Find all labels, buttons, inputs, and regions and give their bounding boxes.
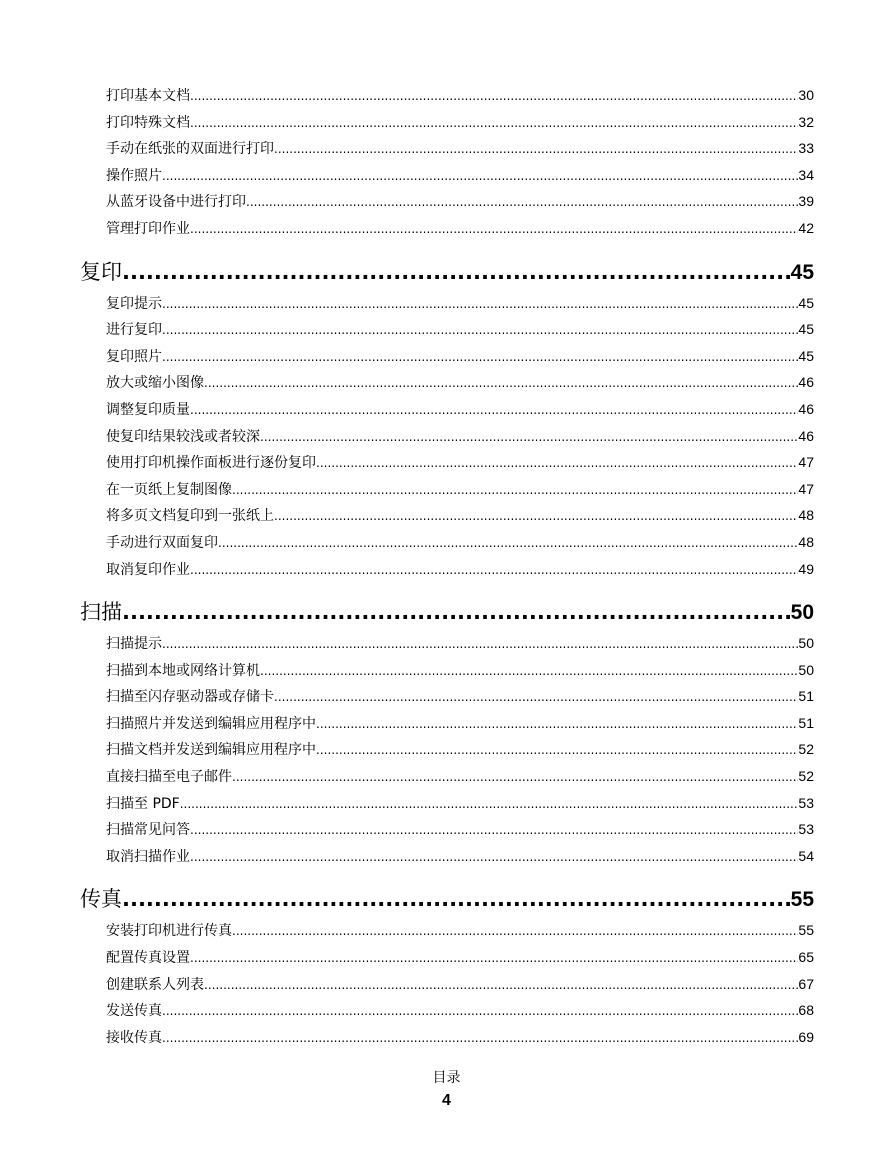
toc-entry-title: 扫描常见问答 <box>106 822 190 839</box>
dot-leader <box>190 557 798 583</box>
toc-entry-page: 34 <box>798 166 814 183</box>
dot-leader <box>190 397 798 423</box>
toc-entry-page: 53 <box>798 821 814 838</box>
toc-entry-page: 69 <box>798 1028 814 1045</box>
toc-entry[interactable] <box>106 529 814 556</box>
toc-entry-page: 52 <box>798 768 814 785</box>
toc-entry[interactable] <box>106 736 814 763</box>
dot-leader <box>162 344 798 370</box>
dot-leader <box>122 256 791 288</box>
toc-entry[interactable] <box>106 82 814 109</box>
toc-entry-page: 45 <box>798 321 814 338</box>
toc-entry-page: 50 <box>798 635 814 652</box>
toc-entry-title: 创建联系人列表 <box>106 976 204 993</box>
toc-entry[interactable] <box>106 162 814 189</box>
toc-entry-title: 取消复印作业 <box>106 561 190 578</box>
toc-entry-title: 手动进行双面复印 <box>106 534 218 551</box>
toc-entry-page: 46 <box>798 400 814 417</box>
toc-section-heading-page: 45 <box>790 260 814 284</box>
toc-entry-title: 将多页文档复印到一张纸上 <box>106 508 274 525</box>
toc-section-heading-page: 55 <box>790 888 814 912</box>
footer-page-number: 4 <box>442 1092 451 1109</box>
toc-entry[interactable] <box>106 816 814 843</box>
toc-entry-page: 55 <box>798 922 814 939</box>
toc-entry-title: 打印特殊文档 <box>106 114 190 131</box>
toc-entry-page: 45 <box>798 347 814 364</box>
toc-entry-title: 安装打印机进行传真 <box>106 923 232 940</box>
dot-leader <box>122 883 791 915</box>
toc-entry[interactable] <box>106 843 814 870</box>
dot-leader <box>190 216 798 242</box>
dot-leader <box>190 844 798 870</box>
toc-entry[interactable] <box>106 396 814 423</box>
toc-entry-page: 45 <box>798 294 814 311</box>
toc-entry-page: 48 <box>798 507 814 524</box>
toc-entry-title: 手动在纸张的双面进行打印 <box>106 141 274 158</box>
dot-leader <box>260 658 798 684</box>
toc-entry[interactable] <box>106 135 814 162</box>
toc-entry[interactable] <box>106 710 814 737</box>
dot-leader <box>232 764 798 790</box>
toc-entry-title: 发送传真 <box>106 1003 162 1020</box>
toc-entry[interactable] <box>106 188 814 215</box>
toc-entry-title: 操作照片 <box>106 167 162 184</box>
toc-entry[interactable] <box>106 1024 814 1051</box>
dot-leader <box>122 596 791 628</box>
toc-entry-title: 打印基本文档 <box>106 88 190 104</box>
toc-entry[interactable] <box>106 423 814 450</box>
toc-entry[interactable] <box>106 502 814 529</box>
dot-leader <box>162 317 798 343</box>
toc-entry[interactable] <box>106 917 814 944</box>
dot-leader <box>204 370 798 396</box>
toc-section-heading[interactable] <box>80 883 814 915</box>
toc-entry-title: 接收传真 <box>106 1029 162 1046</box>
toc-entry-page: 50 <box>798 661 814 678</box>
toc-entry-page: 33 <box>798 140 814 157</box>
dot-leader <box>180 791 799 817</box>
toc-section-heading-title: 复印 <box>80 259 122 284</box>
dot-leader <box>218 530 798 556</box>
dot-leader <box>190 110 798 136</box>
toc-entry-title: 放大或缩小图像 <box>106 375 204 392</box>
toc-entry-title: 复印照片 <box>106 348 162 365</box>
toc-entry-page: 32 <box>798 113 814 130</box>
toc-entry-title: 使用打印机操作面板进行逐份复印 <box>106 455 316 472</box>
toc-entry-title: 复印提示 <box>106 295 162 312</box>
toc-entry-page: 47 <box>798 454 814 471</box>
toc-entry[interactable] <box>106 369 814 396</box>
dot-leader <box>316 711 798 737</box>
toc-entry-page: 53 <box>798 794 814 811</box>
dot-leader <box>316 737 798 763</box>
toc-entry[interactable] <box>106 316 814 343</box>
dot-leader <box>316 450 798 476</box>
toc-section-heading[interactable] <box>80 596 814 628</box>
toc-entry-page: 68 <box>798 1002 814 1019</box>
toc-entry-title: 直接扫描至电子邮件 <box>106 769 232 786</box>
toc-entry-title: 扫描到本地或网络计算机 <box>106 662 260 679</box>
dot-leader <box>162 1025 798 1051</box>
toc-entry-page: 47 <box>798 480 814 497</box>
table-of-contents <box>0 82 893 1050</box>
toc-entry-page: 30 <box>798 87 814 103</box>
toc-entry-title: 配置传真设置 <box>106 950 190 967</box>
toc-entry[interactable] <box>106 657 814 684</box>
toc-entry-page: 39 <box>798 193 814 210</box>
toc-entry-title: 扫描文档并发送到编辑应用程序中 <box>106 742 316 759</box>
dot-leader <box>260 424 798 450</box>
toc-entry[interactable] <box>106 630 814 657</box>
toc-entry-title: 扫描至 PDF <box>106 795 180 812</box>
toc-entry[interactable] <box>106 790 814 817</box>
toc-entry-page: 42 <box>798 219 814 236</box>
dot-leader <box>190 817 798 843</box>
toc-entry-title: 在一页纸上复制图像 <box>106 481 232 498</box>
toc-entry[interactable] <box>106 944 814 971</box>
toc-entry-page: 65 <box>798 949 814 966</box>
toc-entry[interactable] <box>106 997 814 1024</box>
dot-leader <box>232 918 798 944</box>
toc-entry-title: 使复印结果较浅或者较深 <box>106 428 260 445</box>
dot-leader <box>232 477 798 503</box>
toc-entry-page: 49 <box>798 560 814 577</box>
toc-entry-page: 51 <box>798 714 814 731</box>
toc-entry[interactable] <box>106 556 814 583</box>
toc-entry[interactable] <box>106 683 814 710</box>
toc-entry[interactable] <box>106 971 814 998</box>
dot-leader <box>274 684 798 710</box>
toc-entry-title: 管理打印作业 <box>106 220 190 237</box>
toc-section-heading-title: 扫描 <box>80 600 122 625</box>
toc-entry-page: 46 <box>798 374 814 391</box>
dot-leader <box>190 945 798 971</box>
toc-entry-title: 扫描照片并发送到编辑应用程序中 <box>106 715 316 732</box>
toc-entry[interactable] <box>106 215 814 242</box>
dot-leader <box>190 83 798 109</box>
toc-section-heading-page: 50 <box>790 601 814 625</box>
toc-entry[interactable] <box>106 449 814 476</box>
toc-entry-page: 46 <box>798 427 814 444</box>
toc-section-heading-title: 传真 <box>80 887 122 912</box>
toc-entry-title: 扫描提示 <box>106 636 162 653</box>
dot-leader <box>204 972 798 998</box>
toc-entry[interactable] <box>106 343 814 370</box>
toc-entry[interactable] <box>106 476 814 503</box>
dot-leader <box>274 136 798 162</box>
dot-leader <box>162 998 798 1024</box>
toc-entry-title: 进行复印 <box>106 322 162 339</box>
toc-entry-title: 取消扫描作业 <box>106 848 190 865</box>
toc-entry-title: 从蓝牙设备中进行打印 <box>106 194 246 211</box>
toc-section-heading[interactable] <box>80 256 814 288</box>
dot-leader <box>246 189 798 215</box>
dot-leader <box>162 631 798 657</box>
toc-entry[interactable] <box>106 763 814 790</box>
toc-entry-page: 52 <box>798 741 814 758</box>
toc-entry[interactable] <box>106 290 814 317</box>
dot-leader <box>274 503 798 529</box>
toc-entry-page: 51 <box>798 688 814 705</box>
footer-label: 目录 <box>432 1070 461 1086</box>
dot-leader <box>162 291 798 317</box>
toc-entry-title: 调整复印质量 <box>106 401 190 418</box>
toc-entry-page: 54 <box>798 847 814 864</box>
toc-entry-title: 扫描至闪存驱动器或存储卡 <box>106 689 274 706</box>
toc-entry[interactable] <box>106 109 814 136</box>
toc-entry-page: 67 <box>798 975 814 992</box>
dot-leader <box>162 163 798 189</box>
toc-entry-page: 48 <box>798 533 814 550</box>
